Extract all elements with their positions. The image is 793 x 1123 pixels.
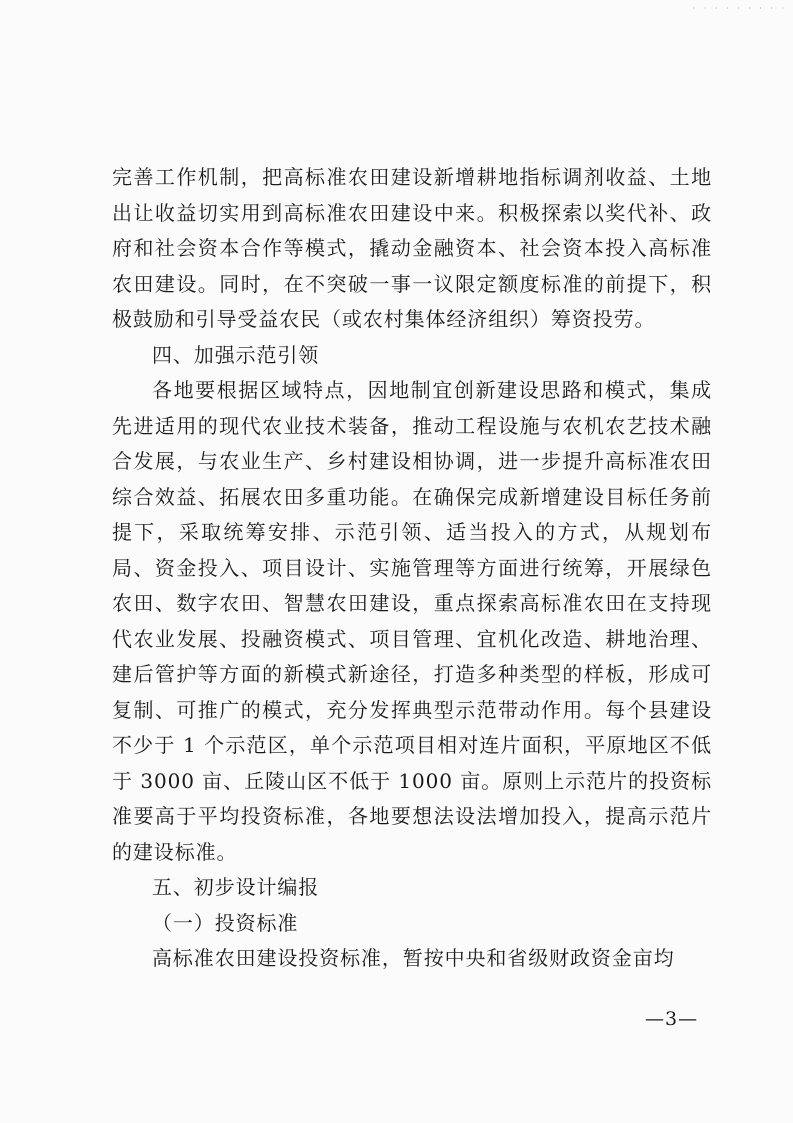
paragraph-demonstration: 各地要根据区域特点，因地制宜创新建设思路和模式，集成先进适用的现代农业技术装备，推动工程设施与农机农艺技术融合发展，与农业生产、乡村建设相协调，进一步提升高标准农田综合效益、拓展农田多重功能。在确保完成新增建设目标任务前提下，采取统筹安排、示范引领、适当投入的方式，从规划布局、资金投入、项目设计、实施管理等方面进行统筹，开展绿色农田、数字农田、智慧农田建设，重点探索高标准农田在支持现代农业发展、投融资模式、项目管理、宜机化改造、耕地治理、建后管护等方面的新模式新途径，打造多种类型的样板，形成可复制、可推广的模式，充分发挥典型示范带动作用。每个县建设不少于 1 个示范区，单个示范项目相对连片面积，平原地区不低于 3000 亩、丘陵山区不低于 1000 亩。原则上示范片的投资标准要高于平均投资标准，各地要想法设法增加投入，提高示范片的建设标准。 (112, 378, 712, 864)
paragraph-funding-mechanism: 完善工作机制，把高标准农田建设新增耕地指标调剂收益、土地出让收益切实用到高标准农田建设中来。积极探索以奖代补、政府和社会资本合作等模式，撬动金融资本、社会资本投入高标准农田建设。同时，在不突破一事一议限定额度标准的前提下，积极鼓励和引导受益农民（或农村集体经济组织）筹资投劳。 (112, 165, 712, 331)
section-heading-4: 四、加强示范引领 (152, 342, 320, 367)
scan-marks: · · · · · · · · · (692, 4, 787, 13)
subsection-heading-1: （一）投资标准 (152, 910, 299, 935)
document-body (112, 160, 712, 977)
section-heading-5: 五、初步设计编报 (152, 875, 320, 899)
page-number: —3— (645, 1008, 699, 1030)
paragraph-investment-standard: 高标准农田建设投资标准，暂按中央和省级财政资金亩均 (152, 946, 675, 970)
